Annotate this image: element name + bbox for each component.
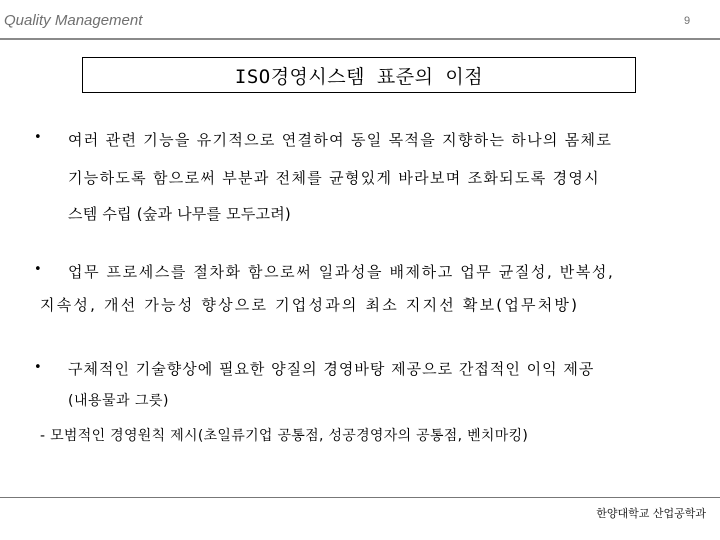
bullet-line: 여러 관련 기능을 유기적으로 연결하여 동일 목적을 지향하는 하나의 몸체로 — [68, 131, 613, 149]
bullet-line: 지속성, 개선 가능성 향상으로 기업성과의 최소 지지선 확보(업무처방) — [40, 296, 580, 314]
bullet-line: 기능하도록 함으로써 부분과 전체를 균형있게 바라보며 조화되도록 경영시 — [68, 169, 600, 187]
bullet-line: 업무 프로세스를 절차화 함으로써 일과성을 배제하고 업무 균질성, 반복성, — [68, 263, 615, 281]
bullet-marker: • — [34, 262, 42, 277]
footer-divider — [0, 497, 720, 498]
header-divider — [0, 38, 720, 40]
bullet-line: 스템 수립 (숲과 나무를 모두고려) — [68, 205, 291, 223]
institution-label: 한양대학교 산업공학과 — [596, 507, 706, 520]
brand-label: Quality Management — [4, 12, 143, 29]
bullet-marker: • — [34, 360, 42, 375]
bullet-line: (내용물과 그릇) — [68, 393, 170, 409]
bullet-line: 구체적인 기술향상에 필요한 양질의 경영바탕 제공으로 간접적인 이익 제공 — [68, 360, 595, 378]
slide-title-text: ISO경영시스템 표준의 이점 — [234, 65, 484, 88]
slide-title — [82, 57, 636, 93]
bullet-marker: • — [34, 130, 42, 145]
note-line: - 모범적인 경영원칙 제시(초일류기업 공통점, 성공경영자의 공통점, 벤치마킹) — [40, 428, 529, 444]
page-number: 9 — [684, 15, 691, 27]
